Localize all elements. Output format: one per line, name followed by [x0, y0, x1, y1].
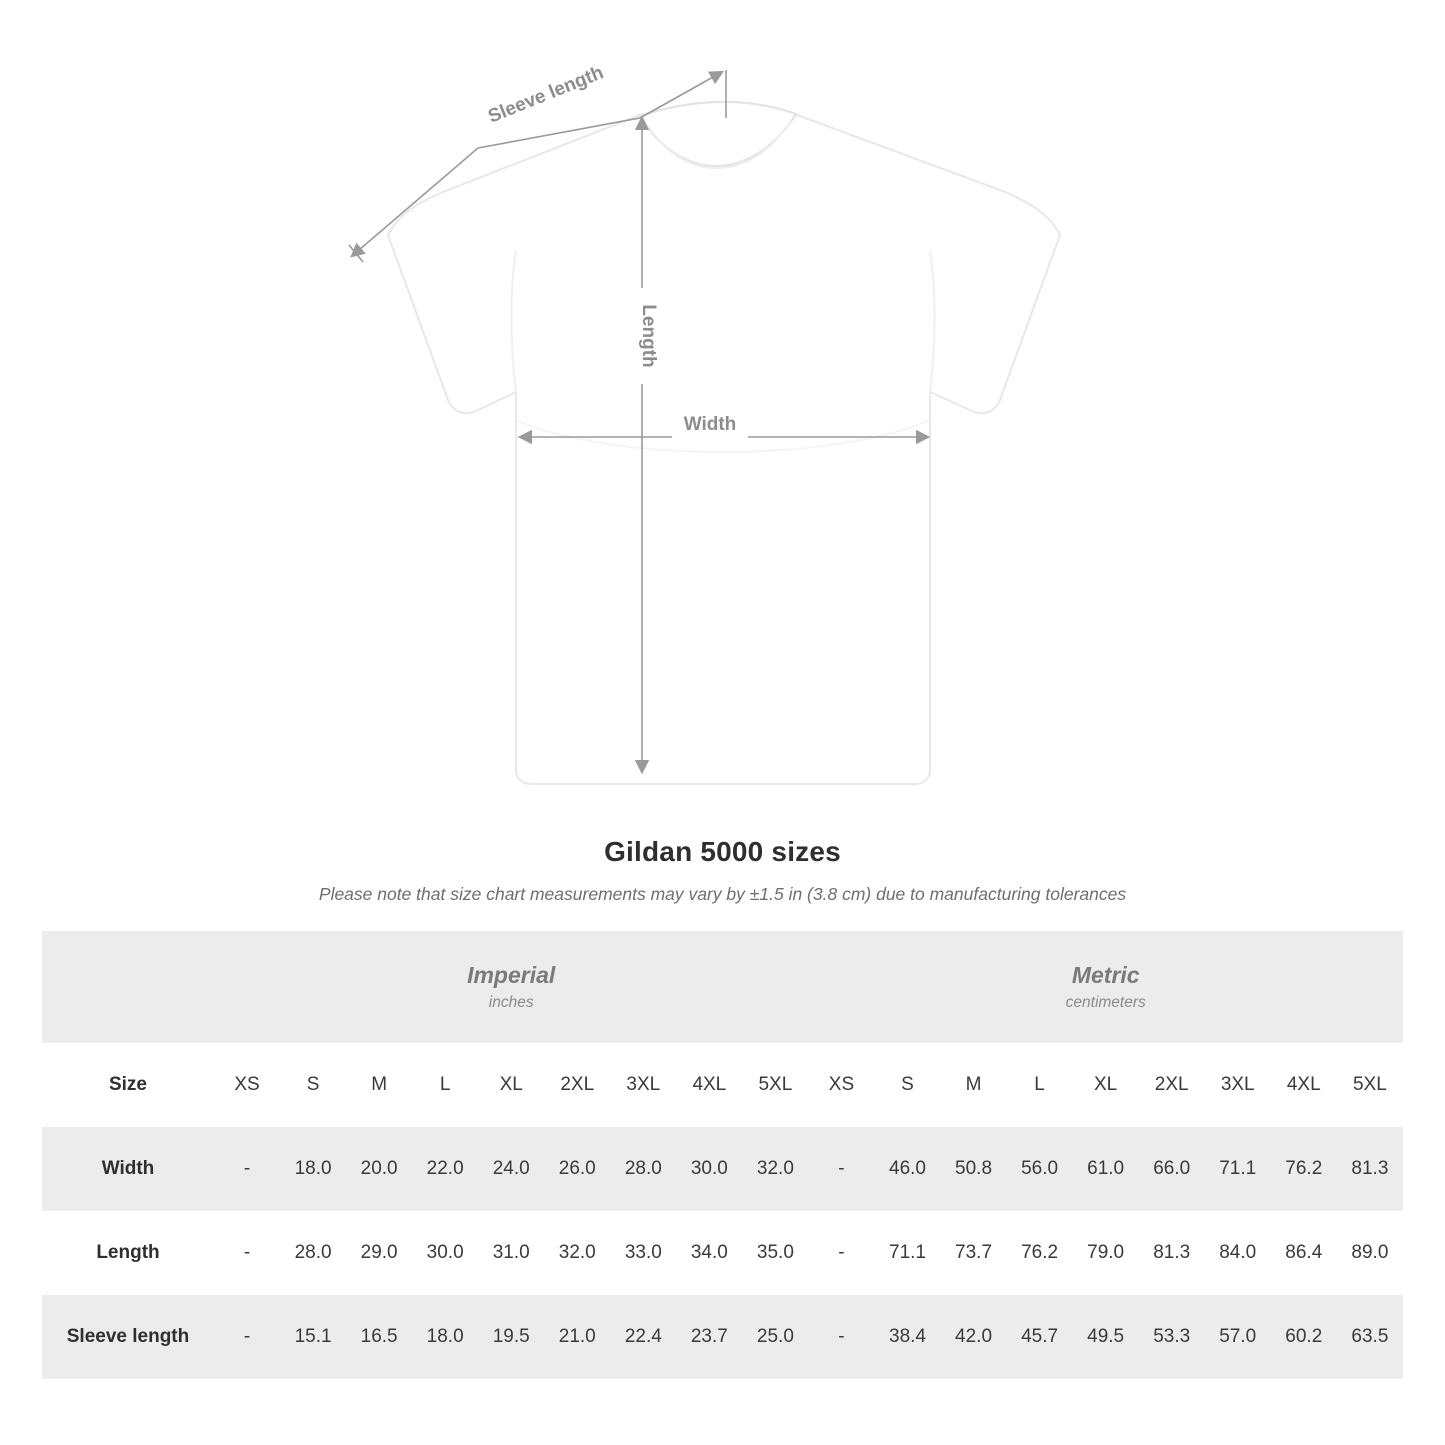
size-metric-l: L [1007, 1043, 1073, 1127]
sleeve-metric-4xl: 60.2 [1271, 1295, 1337, 1379]
length-imperial-4xl: 34.0 [676, 1211, 742, 1295]
width-metric-2xl: 66.0 [1139, 1127, 1205, 1211]
width-imperial-4xl: 30.0 [676, 1127, 742, 1211]
sleeve-metric-m: 42.0 [941, 1295, 1007, 1379]
size-metric-5xl: 5XL [1337, 1043, 1403, 1127]
length-metric-2xl: 81.3 [1139, 1211, 1205, 1295]
table-row [42, 1127, 1403, 1211]
tshirt-shape [388, 102, 1060, 784]
sleeve-imperial-5xl: 25.0 [742, 1295, 808, 1379]
sleeve-metric-3xl: 57.0 [1205, 1295, 1271, 1379]
imperial-header [214, 931, 808, 1043]
sleeve-imperial-xl: 19.5 [478, 1295, 544, 1379]
tolerance-note: Please note that size chart measurements may vary by ±1.5 in (3.8 cm) due to manufacturing tolerances [318, 884, 1127, 904]
width-imperial-m: 20.0 [346, 1127, 412, 1211]
sleeve-metric-s: 38.4 [874, 1295, 940, 1379]
width-imperial-xs: - [214, 1127, 280, 1211]
width-metric-xs: - [808, 1127, 874, 1211]
length-imperial-s: 28.0 [280, 1211, 346, 1295]
sleeve-imperial-l: 18.0 [412, 1295, 478, 1379]
size-imperial-xl: XL [478, 1043, 544, 1127]
width-imperial-2xl: 26.0 [544, 1127, 610, 1211]
sleeve-imperial-s: 15.1 [280, 1295, 346, 1379]
length-metric-xs: - [808, 1211, 874, 1295]
row-label-length: Length [42, 1211, 214, 1295]
width-imperial-5xl: 32.0 [742, 1127, 808, 1211]
length-imperial-xs: - [214, 1211, 280, 1295]
size-imperial-l: L [412, 1043, 478, 1127]
width-metric-s: 46.0 [874, 1127, 940, 1211]
table-row [42, 1295, 1403, 1379]
length-metric-3xl: 84.0 [1205, 1211, 1271, 1295]
size-table [42, 931, 1403, 1379]
unit-header-row [42, 931, 1403, 1043]
size-imperial-xs: XS [214, 1043, 280, 1127]
table-row [42, 1211, 1403, 1295]
size-metric-m: M [941, 1043, 1007, 1127]
metric-header [808, 931, 1403, 1043]
sleeve-metric-2xl: 53.3 [1139, 1295, 1205, 1379]
width-metric-xl: 61.0 [1073, 1127, 1139, 1211]
size-metric-xs: XS [808, 1043, 874, 1127]
width-label: Width [683, 414, 737, 435]
row-label-sleeve-length: Sleeve length [42, 1295, 214, 1379]
sleeve-metric-l: 45.7 [1007, 1295, 1073, 1379]
chart-title-block [0, 836, 1445, 905]
width-imperial-l: 22.0 [412, 1127, 478, 1211]
size-imperial-4xl: 4XL [676, 1043, 742, 1127]
sleeve-imperial-2xl: 21.0 [544, 1295, 610, 1379]
row-label-width: Width [42, 1127, 214, 1211]
length-metric-m: 73.7 [941, 1211, 1007, 1295]
length-imperial-3xl: 33.0 [610, 1211, 676, 1295]
length-imperial-2xl: 32.0 [544, 1211, 610, 1295]
metric-name: Metric [1071, 961, 1140, 988]
size-metric-2xl: 2XL [1139, 1043, 1205, 1127]
width-metric-4xl: 76.2 [1271, 1127, 1337, 1211]
width-metric-m: 50.8 [941, 1127, 1007, 1211]
sleeve-metric-xl: 49.5 [1073, 1295, 1139, 1379]
size-metric-3xl: 3XL [1205, 1043, 1271, 1127]
page-title: Gildan 5000 sizes [604, 836, 841, 867]
sleeve-imperial-4xl: 23.7 [676, 1295, 742, 1379]
length-imperial-m: 29.0 [346, 1211, 412, 1295]
size-imperial-5xl: 5XL [742, 1043, 808, 1127]
length-imperial-l: 30.0 [412, 1211, 478, 1295]
length-metric-s: 71.1 [874, 1211, 940, 1295]
size-imperial-2xl: 2XL [544, 1043, 610, 1127]
imperial-sub: inches [488, 994, 534, 1012]
sleeve-metric-5xl: 63.5 [1337, 1295, 1403, 1379]
sleeve-imperial-xs: - [214, 1295, 280, 1379]
imperial-name: Imperial [467, 961, 556, 988]
sleeve-metric-xs: - [808, 1295, 874, 1379]
width-metric-5xl: 81.3 [1337, 1127, 1403, 1211]
width-metric-l: 56.0 [1007, 1127, 1073, 1211]
size-imperial-3xl: 3XL [610, 1043, 676, 1127]
length-metric-xl: 79.0 [1073, 1211, 1139, 1295]
size-metric-xl: XL [1073, 1043, 1139, 1127]
length-imperial-5xl: 35.0 [742, 1211, 808, 1295]
unit-header-spacer [42, 931, 214, 1043]
metric-sub: centimeters [1065, 994, 1146, 1012]
size-table-wrap [0, 931, 1445, 1379]
length-imperial-xl: 31.0 [478, 1211, 544, 1295]
size-header-row [42, 1043, 1403, 1127]
length-metric-4xl: 86.4 [1271, 1211, 1337, 1295]
size-imperial-s: S [280, 1043, 346, 1127]
size-label: Size [42, 1043, 214, 1127]
length-metric-5xl: 89.0 [1337, 1211, 1403, 1295]
size-imperial-m: M [346, 1043, 412, 1127]
size-metric-4xl: 4XL [1271, 1043, 1337, 1127]
width-imperial-xl: 24.0 [478, 1127, 544, 1211]
length-label: Length [638, 304, 659, 368]
sleeve-imperial-3xl: 22.4 [610, 1295, 676, 1379]
width-imperial-3xl: 28.0 [610, 1127, 676, 1211]
sleeve-length-label: Sleeve length [485, 62, 607, 128]
width-imperial-s: 18.0 [280, 1127, 346, 1211]
sleeve-imperial-m: 16.5 [346, 1295, 412, 1379]
length-metric-l: 76.2 [1007, 1211, 1073, 1295]
size-metric-s: S [874, 1043, 940, 1127]
width-metric-3xl: 71.1 [1205, 1127, 1271, 1211]
